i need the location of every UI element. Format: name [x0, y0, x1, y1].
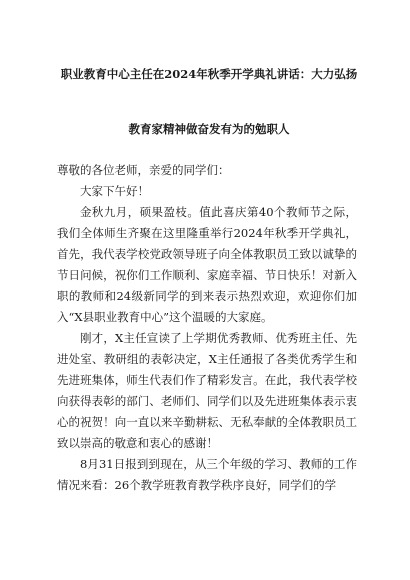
document-title-line-1: 职业教育中心主任在2024年秋季开学典礼讲话：大力弘扬 [60, 67, 358, 81]
paragraph-3: 8月31日报到到现在，从三个年级的学习、教师的工作情况来看：26个教学班教育教学秩序良好，同学们的学 [57, 457, 357, 492]
paragraph-1: 金秋九月，硕果盈枝。值此喜庆第40个教师节之际，我们全体师生齐聚在这里隆重举行2024年秋季开学典礼，首先，我代表学校党政领导班子向全体教职员工致以诚挚的节日问候，祝你们工作顺利、家庭幸福、节日快乐！对新入职的教师和24级新同学的到来表示热烈欢迎，欢迎你们加入“X县职业教育中心”这个温暖的大家庭。 [57, 205, 357, 324]
greeting: 大家下午好！ [80, 184, 149, 198]
salutation: 尊敬的各位老师，亲爱的同学们： [57, 163, 230, 177]
paragraph-2: 刚才，X主任宣读了上学期优秀教师、优秀班主任、先进处室、教研组的表彰决定，X主任通报了各类优秀学生和先进班集体，师生代表们作了精彩发言。在此，我代表学校向获得表彰的部门、老师们、同学们以及先进班集体表示衷心的祝贺！向一直以来辛勤耕耘、无私奉献的全体教职员工致以崇高的敬意和衷心的感谢！ [57, 331, 357, 450]
document-body [57, 160, 357, 496]
document-title-line-2: 教育家精神做奋发有为的勉职人 [128, 122, 290, 136]
